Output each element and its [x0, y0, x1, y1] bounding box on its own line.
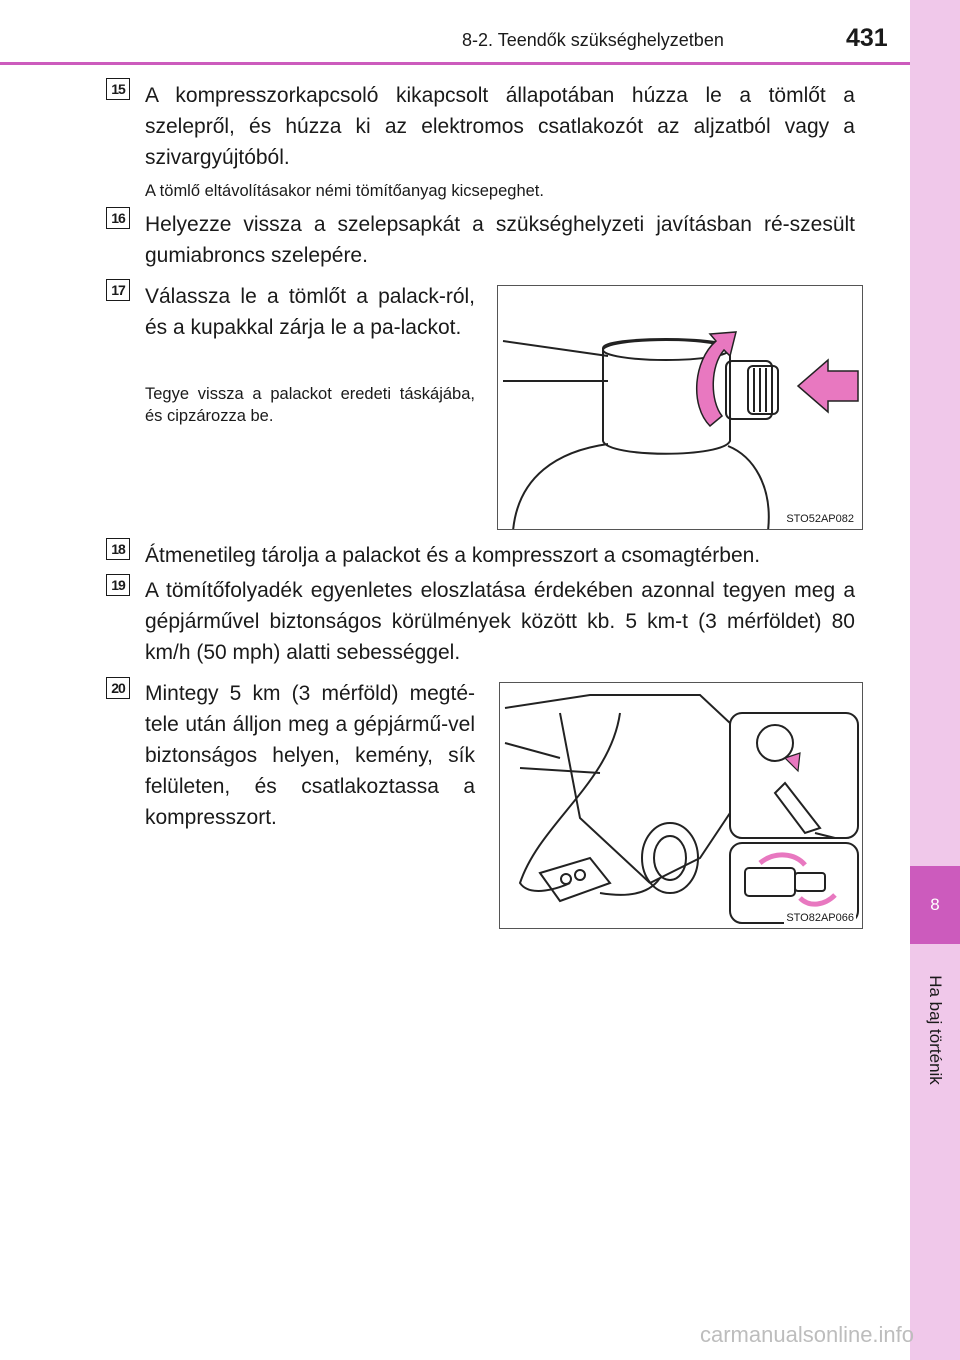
- step-note-15: A tömlő eltávolításakor némi tömítőanyag kicsepeghet.: [145, 182, 544, 200]
- figure-code: STO52AP082: [786, 513, 854, 525]
- step-badge-19: 19: [106, 574, 130, 596]
- figure-code: STO82AP066: [786, 912, 854, 924]
- connect-arrow: [800, 895, 835, 904]
- twist-arrow: [760, 855, 805, 865]
- step-badge-15: 15: [106, 78, 130, 100]
- step-badge-20: 20: [106, 677, 130, 699]
- chapter-number-tab[interactable]: 8: [910, 866, 960, 944]
- step-note-17: Tegye vissza a palackot eredeti táskájába, és cipzározza be.: [145, 385, 475, 425]
- step-text-20: Mintegy 5 km (3 mérföld) megté-tele után álljon meg a gépjármű-vel biztonságos helyen, kemény, sík felületen, és csatlakoztassa a kompresszort.: [145, 682, 475, 829]
- bottle-cap-figure: [497, 285, 863, 530]
- compressor-car-figure: [499, 682, 863, 929]
- step-text-16: Helyezze vissza a szelepsapkát a szükséghelyzeti javításban ré-szesült gumiabroncs szelepére.: [145, 213, 855, 267]
- watermark: carmanualsonline.info: [700, 1322, 915, 1347]
- bottle-cap-illustration: [498, 286, 863, 530]
- step-text-19: A tömítőfolyadék egyenletes eloszlatása érdekében azonnal tegyen meg a gépjárművel biztonságos körülmények között kb. 5 km-t (3 mérföldet) 80 km/h (50 mph) alatti sebességgel.: [145, 579, 855, 664]
- chapter-label: Ha baj történik: [926, 975, 945, 1085]
- step-badge-18: 18: [106, 538, 130, 560]
- header-rule: [0, 62, 910, 65]
- step-text-15: A kompresszorkapcsoló kikapcsolt állapotában húzza le a tömlőt a szelepről, és húzza ki az elektromos csatlakozót az aljzatból vagy a szivargyújtóból.: [145, 84, 855, 169]
- push-arrow: [798, 360, 858, 412]
- step-badge-16: 16: [106, 207, 130, 229]
- step-text-17: Válassza le a tömlőt a palack-ról, és a kupakkal zárja le a pa-lackot.: [145, 285, 475, 339]
- step-badge-17: 17: [106, 279, 130, 301]
- step-text-18: Átmenetileg tárolja a palackot és a kompresszort a csomagtérben.: [145, 544, 761, 567]
- chapter-sidebar: [910, 0, 960, 1360]
- section-title: 8-2. Teendők szükséghelyzetben: [462, 30, 724, 50]
- page-number: 431: [846, 24, 888, 52]
- compressor-car-illustration: [500, 683, 863, 929]
